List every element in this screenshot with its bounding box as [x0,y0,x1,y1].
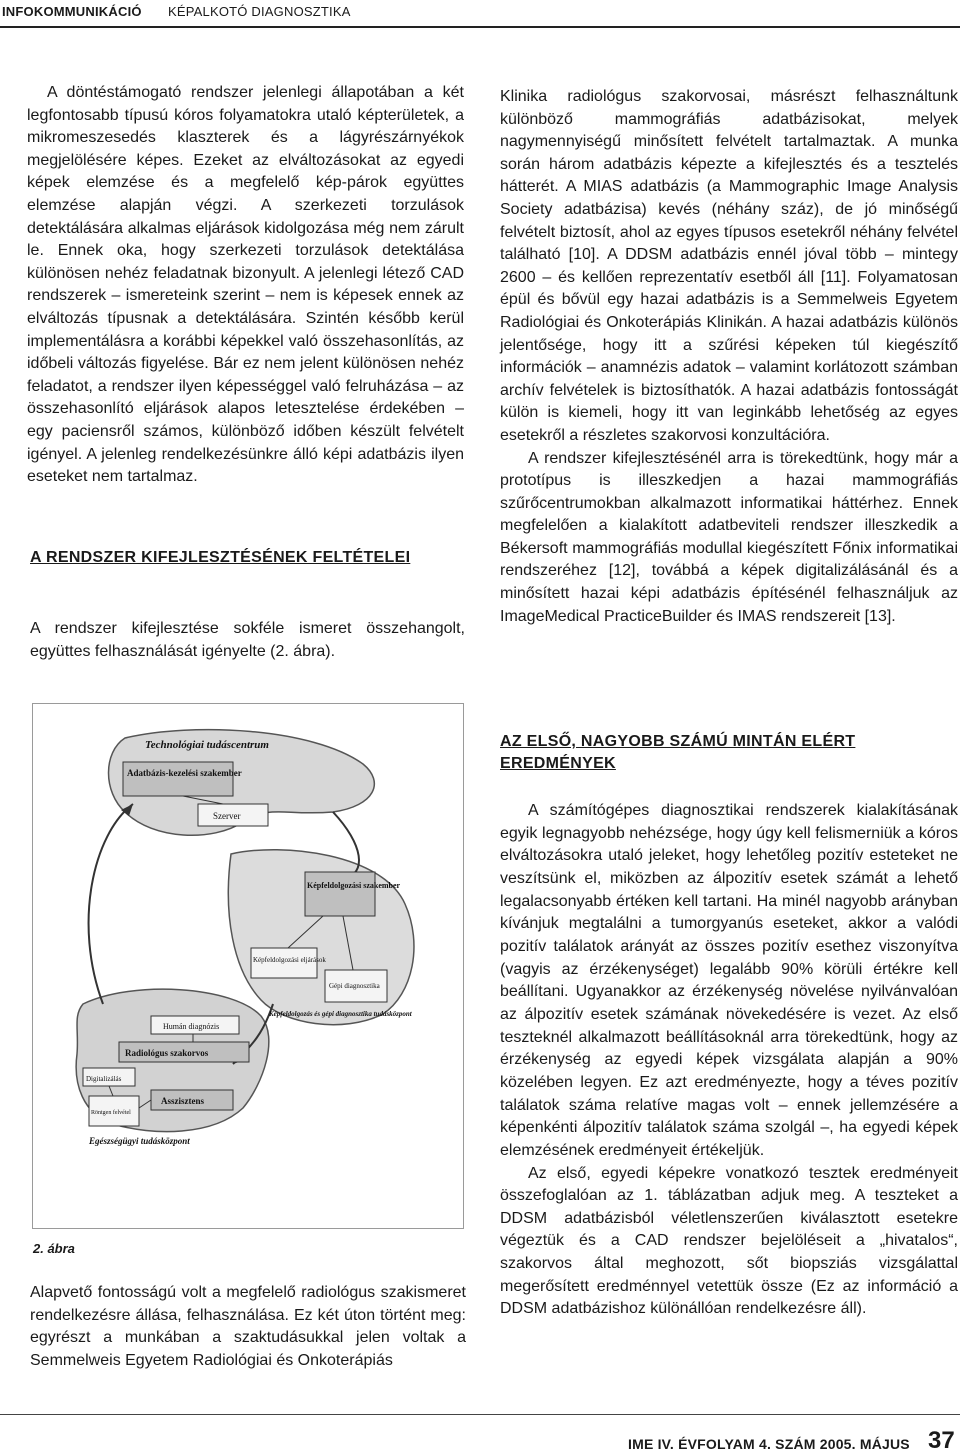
label-tech-center: Technológiai tudáscentrum [145,739,269,751]
right-paragraph-3: A számítógépes diagnosztikai rendszerek kialakításának egyik legnagyobb nehézsége, hogy úgy kell felismerniük a kóros elváltozásokra utaló jeleket, hogy lehetőleg pozitív esteteket ne veszítsünk el, miközben az álpozitív esetek számát a lehető legalacsonyabb értéken kell tartani. Ha minél nagyobb arányban kívánjuk megtalálni a tumorgyanús eseteket, akkor a valódi pozitív találatok arányát az összes pozitív esethez viszonyítva (vagyis az érzékenységet) legalább 90% körüli értékre kell beállítani. Ugyanakkor az érzékenység növelése nyilvánvalóan az álpozitív esetek számának növekedésére is vezet. Az első teszteknél alkalmazott beállításoknál arra törekedtünk, hogy az érzékenység az egyedi képek vizsgálata alapján a 90% közelében legyen. Ez azt eredményezte, hogy a téves pozitív találatok száma relatíve magas volt – ennek jellemzésére a képenkénti álpozitív találatok száma szolgál –, ha egyedi képek elemzésének eredményeit értékeljük. [500,802,958,1159]
label-machine-diag: Gépi diagnosztika [329,982,380,990]
left-paragraph-2-block [30,617,465,663]
label-xray: Röntgen felvétel [91,1110,131,1116]
label-assistant: Asszisztens [161,1096,204,1106]
header-section: INFOKOMMUNIKÁCIÓ [2,4,142,19]
left-paragraph-3-block [30,1282,466,1372]
label-health-center: Egészségügyi tudásközpont [89,1136,190,1146]
section-heading-left: A RENDSZER KIFEJLESZTÉSÉNEK FELTÉTELEI [30,549,411,566]
right-column-bottom [500,800,958,1321]
figure-caption: 2. ábra [33,1241,75,1256]
label-human-diag: Humán diagnózis [163,1022,220,1031]
label-imgproc-expert: Képfeldolgozási szakember [307,881,401,890]
header-subsection: KÉPALKOTÓ DIAGNOSZTIKA [168,4,351,19]
left-paragraph-2: A rendszer kifejlesztése sokféle ismeret összehangolt, együttes felhasználását igényelte (2. ábra). [30,620,465,660]
label-imgproc-methods: Képfeldolgozási eljárások [253,956,326,964]
section-heading-right: AZ ELSŐ, NAGYOBB SZÁMÚ MINTÁN ELÉRT EREDMÉNYEK [500,733,856,772]
label-server: Szerver [213,811,241,821]
figure-diagram [33,704,463,1228]
arrow-health-to-tech [89,804,133,1004]
label-radiologist: Radiológus szakorvos [125,1048,209,1058]
imgproc-expert-box [305,872,375,916]
header-rule [0,26,960,28]
running-header [0,0,960,26]
right-paragraph-2: A rendszer kifejlesztésénél arra is törekedtünk, hogy már a prototípus is illeszkedjen a hazai mammográfiás szűrőcentrumokban alkalmazott informatikai háttérhez. Ennek megfelelően a kialakított adatbeviteli rendszer illeszkedik a Békersoft mammográfiás modullal kiegészített Főnix informatikai rendszeréhez [12], továbbá a képek digitalizálásánál és a minősített hazai képi adatbázis építésénél felhasználjuk az ImageMedical PracticeBuilder és IMAS rendszereit [13]. [500,449,958,625]
label-imgproc-center: Képfeldolgozás és gépi diagnosztika tudásközpont [269,1010,412,1018]
left-paragraph-3: Alapvető fontosságú volt a megfelelő radiológus szakismeret rendelkezésre állása, felhasználása. Ez két úton történt meg: egyrészt a munkában a szaktudásukkal jelen voltak a Semmelweis Egyetem Radiológiai és Onkoterápiás [30,1284,466,1369]
figure-2 [32,703,464,1229]
left-paragraph-1: A döntéstámogató rendszer jelenlegi állapotában a két legfontosabb típusú kóros folyamatokra utaló képterületek, a mikromeszesedés klaszterek és a lágyrészárnyékok megjelölésére képes. Ezeket az elváltozásokat az egyedi képek elemzése és a megfelelő kép-párok együttes elemzése alapján végzi. A szerkezeti torzulások detektálására alkalmas eljárások kidolgozása még nem zárult le. Ennek oka, hogy szerkezeti torzulások detektálása különösen nehéz feladatnak bizonyult. A jelenlegi létező CAD rendszerek – ismereteink szerint – nem is képesek ennek az elváltozás típusnak a detektálására. Szintén később kerül implementálásra a korábbi képekkel való összehasonlítás, az időbeli változás figyelése. Bár ez nem jelent különösen nehéz feladatot, a rendszer ilyen képességgel való felruházása – az összehasonlító eljárások alapos letesztelése érdekében – egy paciensről számos, különböző időben készült felvételt igényel. A jelenleg rendelkezésünkre álló képi adatbázis ilyen eseteket nem tartalmaz. [27,84,464,486]
page-number: 37 [928,1427,955,1454]
footer-journal: IME IV. ÉVFOLYAM 4. SZÁM 2005. MÁJUS [628,1436,910,1452]
footer-rule [0,1414,960,1415]
label-digitization: Digitalizálás [86,1075,122,1083]
right-column-top [500,86,958,628]
left-column-paragraph-1 [27,82,464,489]
label-db-expert: Adatbázis-kezelési szakember [127,768,242,778]
right-paragraph-1: Klinika radiológus szakorvosai, másrészt felhasználtunk különböző mammográfiás adatbázisokat, melyek nagymennyiségű minősített felvételt tartalmaztak. A munka során három adatbázis képezte a kifejlesztés és a tesztelés hátterét. A MIAS adatbázis (a Mammographic Image Analysis Society adatbázisa) kevés (néhány száz), de jó minőségű felvételt biztosít, ahol az egyes típusos esetekről néhány felvétel található [10]. A DDSM adatbázis ennél jóval több – mintegy 2600 – és kellően reprezentatív esetből áll [11]. Folyamatosan épül és bővül egy hazai adatbázis is a Semmelweis Egyetem Radiológiai és Onkoterápiás Klinikán. A hazai adatbázis különös jelentősége, hogy itt a szűrési képeken túl kiegészítő információk – anamnézis adatok – valamint korlátozott számban archív felvételek is biztosíthatók. A hazai adatbázis fontosságát külön is kiemeli, hogy itt van leginkább lehetőség az egyes esetekről a részletes szakorvosi konzultációra. [500,88,958,444]
right-paragraph-4: Az első, egyedi képekre vonatkozó tesztek eredményeit összefoglalóan az 1. táblázatban adjuk meg. A teszteket a DDSM adatbázisból véletlenszerűen kiválasztott esetekre végeztük és a CAD rendszer bejelöléseit a „hivatalos“, szakorvos által meghozott, sőt biopsziás vizsgálattal megerősített eredménnyel vetettük össze (Ez az információ a DDSM adatbázishoz különállóan rendelkezésre áll). [500,1164,958,1318]
